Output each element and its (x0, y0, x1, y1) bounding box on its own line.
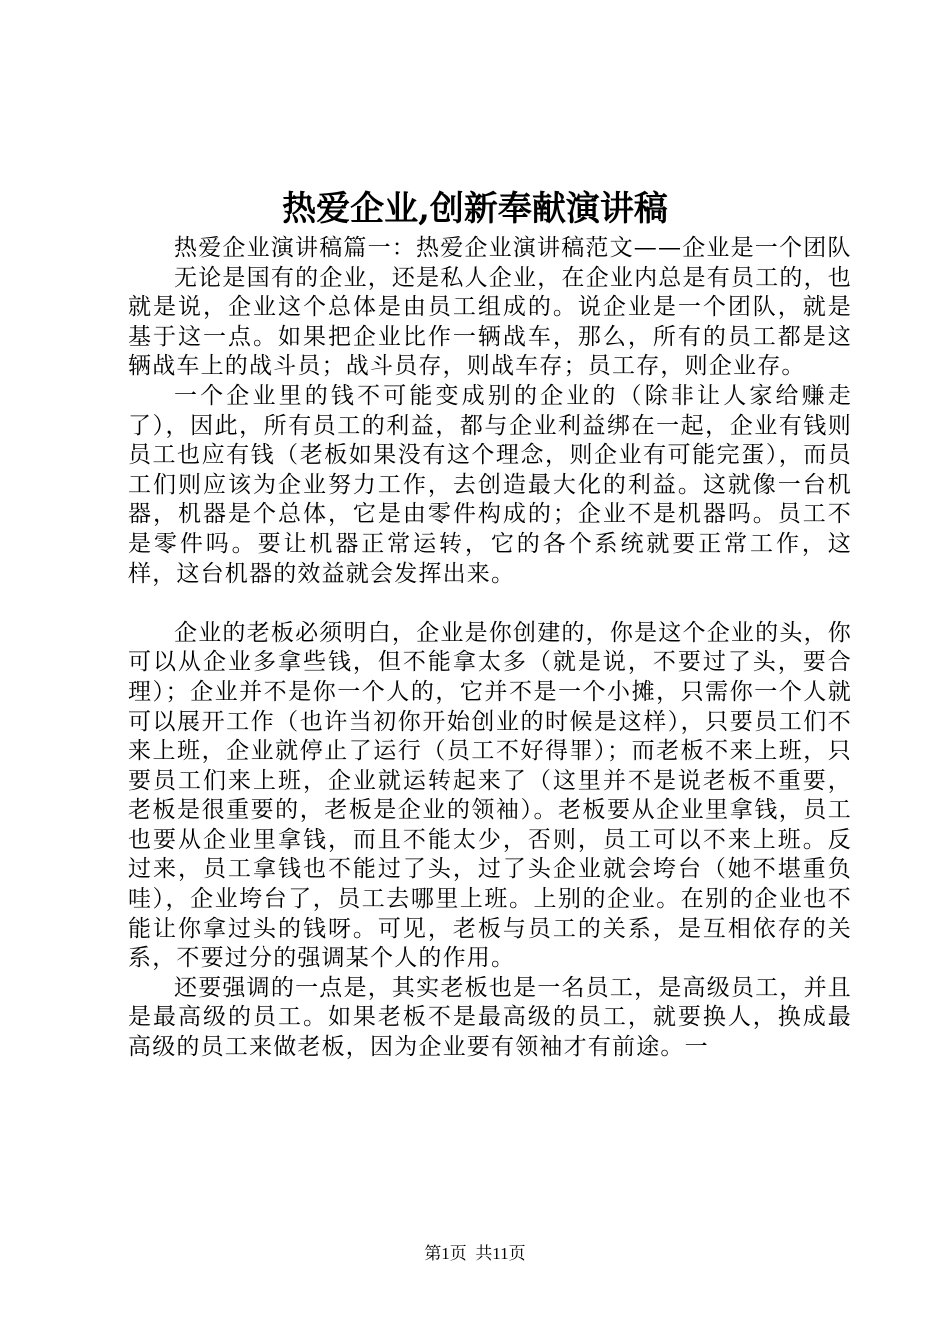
paragraph: 一个企业里的钱不可能变成别的企业的（除非让人家给赚走了），因此，所有员工的利益，都与企业利益绑在一起，企业有钱则员工也应有钱（老板如果没有这个理念，则企业有可能完蛋），而员工们则应该为企业努力工作，去创造最大化的利益。这就像一台机器，机器是个总体，它是由零件构成的；企业不是机器吗。员工不是零件吗。要让机器正常运转，它的各个系统就要正常工作，这样，这台机器的效益就会发挥出来。 (128, 382, 852, 587)
paragraph-spacer (128, 589, 852, 619)
paragraph: 还要强调的一点是，其实老板也是一名员工，是高级员工，并且是最高级的员工。如果老板不是最高级的员工，就要换人，换成最高级的员工来做老板，因为企业要有领袖才有前途。一 (128, 974, 852, 1061)
page-number: 第1页 (424, 1244, 467, 1263)
page-total: 共11页 (475, 1244, 526, 1263)
document-title: 热爱企业,创新奉献演讲稿 (282, 189, 668, 229)
paragraph-heading-line: 热爱企业演讲稿篇一：热爱企业演讲稿范文——企业是一个团队 (174, 235, 852, 261)
document-body (128, 234, 852, 1063)
paragraph: 无论是国有的企业，还是私人企业，在企业内总是有员工的，也就是说，企业这个总体是由员工组成的。说企业是一个团队，就是基于这一点。如果把企业比作一辆战车，那么，所有的员工都是这辆战车上的战斗员；战斗员存，则战车存；员工存，则企业存。 (128, 264, 852, 380)
page-footer (0, 1242, 950, 1266)
paragraph: 企业的老板必须明白，企业是你创建的，你是这个企业的头，你可以从企业多拿些钱，但不能拿太多（就是说，不要过了头，要合理）；企业并不是你一个人的，它并不是一个小摊，只需你一个人就可以展开工作（也许当初你开始创业的时候是这样），只要员工们不来上班，企业就停止了运行（员工不好得罪）；而老板不来上班，只要员工们来上班，企业就运转起来了（这里并不是说老板不重要，老板是很重要的，老板是企业的领袖）。老板要从企业里拿钱，员工也要从企业里拿钱，而且不能太少，否则，员工可以不来上班。反过来，员工拿钱也不能过了头，过了头企业就会垮台（她不堪重负哇），企业垮台了，员工去哪里上班。上别的企业。在别的企业也不能让你拿过头的钱呀。可见，老板与员工的关系，是互相依存的关系，不要过分的强调某个人的作用。 (128, 619, 852, 972)
